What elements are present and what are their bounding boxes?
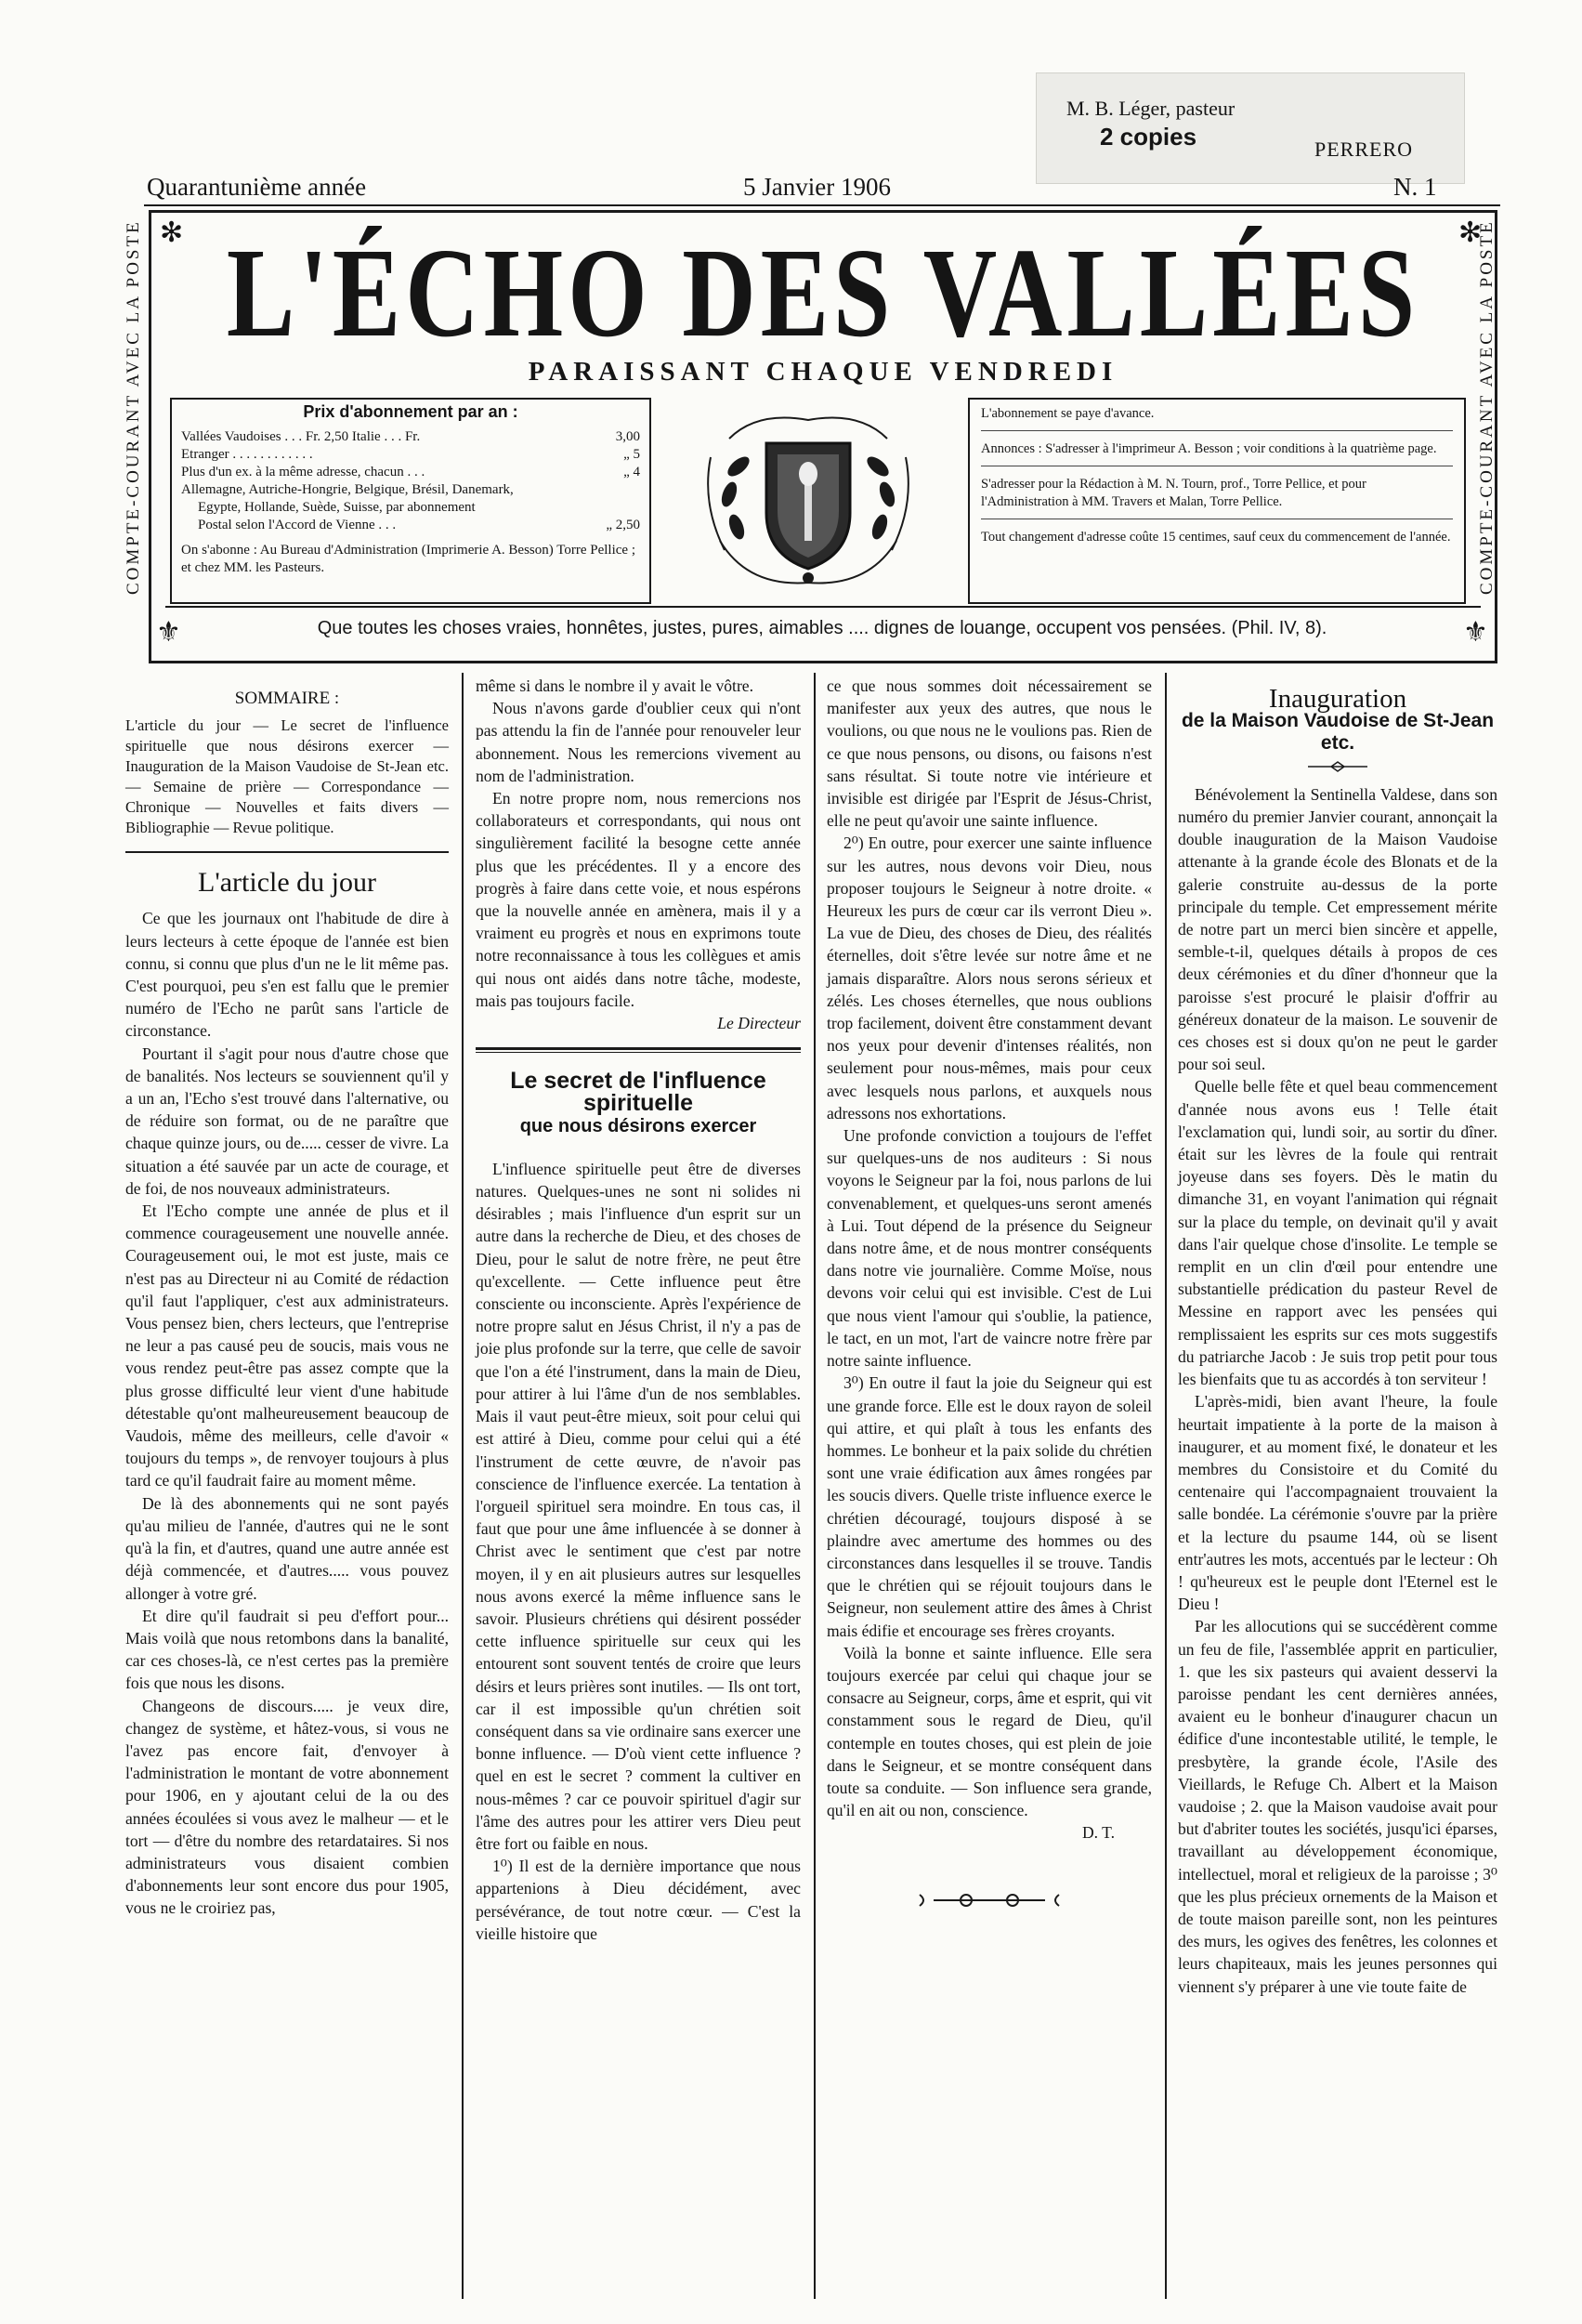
paragraph: ce que nous sommes doit nécessairement se manifester aux yeux des autres, que nous le voulions, ou que nous ne le voulions pas. Rien de ce que nous pensons, ou disons, ou faisons n'est sans résultat. Si toute notre vie intérieure et invisible est dirigée par l'Esprit de Jésus-Christ, elle ne peut qu'avoir une sainte influence. (827, 676, 1152, 831)
stamp-recipient: M. B. Léger, pasteur (1066, 97, 1236, 120)
paragraph: Voilà la bonne et sainte influence. Elle sera toujours exercée par celui qui chaque jour se consacre au Seigneur, corps, âme et esprit, qui vit constamment sous le regard de Dieu, qu'il contemple en toutes choses, qui est plein de joie dans le Seigneur, et se montre conséquent dans toute sa conduite. — Son influence sera grande, qu'il en ait ou non, conscience. (827, 1643, 1152, 1820)
paragraph: Quelle belle fête et quel beau commencement d'année nous avons eus ! Telle était l'exclamation qui, lundi soir, au sortir du dîner. était sur les lèvres de la foule qui rentrait joyeuse dans ses foyers. Dès le matin du dimanche 31, en voyant l'animation qui régnait sur la place du temple, on devinait qu'il y avait dans l'air quelque chose d'insolite. Le temple se remplit en un clin d'œil pour entendre une substantielle prédication du pasteur Revel de Messine en rapport avec les pensées qui remplissaient les esprits sur ces mots suggestifs du patriarche Jacob : Je suis trop petit pour tous les bienfaits que tu as accordés à ton serviteur ! (1178, 1077, 1497, 1389)
price-note: On s'abonne : Au Bureau d'Administration (Imprimerie A. Besson) Torre Pellice ; et chez MM. les Pasteurs. (181, 543, 635, 575)
article-signature: D. T. (1081, 1823, 1115, 1843)
paragraph: Bénévolement la Sentinella Valdese, dans son numéro du premier Janvier courant, annonçait la double inauguration de la Maison Vaudoise attenante à la grande école des Blonats et de la galerie construite au-dessus de la porte principale du temple. Cet empressement mérite de notre part un merci bien sincère et appelle, semble-t-il, quelques détails à propos de ces deux cérémonies et du dîner d'honneur que la paroisse s'est procuré le plaisir d'offrir au généreux donateur de la maison. Le souvenir de ces choses est si doux qu'on ne peut le garder pour soi seul. (1178, 784, 1497, 1074)
paragraph: 3⁰) En outre il faut la joie du Seigneur qui est une grande force. Elle est le doux rayon de soleil qui attire, et qui plaît à tous les enfants des hommes. Le bonheur et la paix solide du chrétien sont une vraie édification aux âmes rongées par les soucis divers. Quelle triste influence exerce le chrétien découragé, toujours disposé à se plaindre avec amertume des hommes ou des circonstances dans lesquelles il se trouve. Tandis que le chrétien qui se réjouit toujours dans le Seigneur, non seulement attire des âmes à Christ mais édifie et encourage ses frères croyants. (827, 1373, 1152, 1640)
directeur-signature: Le Directeur (717, 1014, 801, 1033)
section-rule (476, 1052, 801, 1053)
article-title: Inauguration (1268, 684, 1407, 714)
paragraph: Nous n'avons garde d'oublier ceux qui n'ont pas attendu la fin de l'année pour renouveler leur abonnement. Nous les remercions vivement au nom de l'administration. (476, 699, 801, 785)
price-row: Allemagne, Autriche-Hongrie, Belgique, Brésil, Danemark, (181, 482, 514, 497)
info-redaction: S'adresser pour la Rédaction à M. N. Tourn, prof., Torre Pellice, et pour l'Administration à MM. Travers et Malan, Torre Pellice. (981, 476, 1453, 519)
paragraph: Changeons de discours..... je veux dire, changez de système, et hâtez-vous, si vous ne l'avez pas encore fait, d'envoyer à l'administration le montant de votre abonnement pour 1906, en y ajoutant celui de la ou des années écoulées si vous avez le malheur — et le tort — d'être du nombre des retardataires. Si nos administrateurs vous disaient combien d'abonnements leur sont encore dus pour 1905, vous ne le croiriez pas, (125, 1696, 449, 1918)
price-heading: Prix d'abonnement par an : (303, 402, 518, 421)
stamp-copies: 2 copies (1100, 123, 1197, 151)
end-ornament-icon (827, 1882, 1152, 1919)
subscription-price-box (170, 398, 651, 604)
price-row: Vallées Vaudoises . . . Fr. 2,50 Italie . . . Fr. 3,00 (181, 429, 640, 444)
paragraph: Une profonde conviction a toujours de l'effet sur quelques-uns de nos auditeurs : Si nous voyons le Seigneur par la foi, nous parlons de lui convenablement, et quelques-uns seront amenés à Lui. Tout dépend de la présence du Seigneur dans notre âme, et de nous montrer conséquents dans notre vie journalière. Comme Moïse, nous devons voir celui qui est invisible. C'est de Lui que nous vient l'amour qui s'oublie, la patience, le tact, en un mot, l'art de vaincre notre frère par notre sainte influence. (827, 1126, 1152, 1371)
info-box (968, 398, 1466, 604)
article-title: L'article du jour (198, 867, 376, 899)
paragraph: Pourtant il s'agit pour nous d'autre chose que de banalités. Nos lecteurs se souviennent qu'il y a un an, l'Echo s'est trouvé dans l'alternative, ou de réduire son format, ou de ne paraître que chaque quinze jours, ou de..... cesser de vivre. La situation a été sauvée par un acte de courage, et de foi, de nos nouveaux administrateurs. (125, 1044, 449, 1198)
issue-date: 5 Janvier 1906 (743, 173, 891, 201)
issue-number: N. 1 (1393, 173, 1437, 201)
title-ornament-icon (1178, 755, 1497, 778)
ornament-bottom-right-icon: ⚜ (1463, 617, 1488, 648)
stamp-place: PERRERO (1314, 138, 1414, 161)
article-subtitle: de la Maison Vaudoise de St-Jean etc. (1181, 710, 1495, 755)
top-rule (144, 204, 1500, 206)
column-1 (125, 675, 449, 1920)
column-rule (462, 673, 464, 2299)
price-row: Postal selon l'Accord de Vienne . . . „ 2,50 (198, 518, 640, 532)
article-subtitle: que nous désirons exercer (519, 1115, 757, 1136)
side-label-left: COMPTE-COURANT AVEC LA POSTE (124, 219, 143, 595)
column-3 (827, 675, 1152, 1924)
motto: Que toutes les choses vraies, honnêtes, justes, pures, aimables .... dignes de louange, occupent vos pensées. (Phil. IV, 8). (317, 618, 1327, 638)
price-row: Egypte, Hollande, Suède, Suisse, par abonnement (198, 500, 476, 515)
year-label: Quarantunième année (147, 173, 367, 201)
price-row: Etranger . . . . . . . . . . . . „ 5 (181, 447, 640, 462)
ornament-bottom-left-icon: ⚜ (156, 617, 181, 648)
sommaire-text: L'article du jour — Le secret de l'influence spirituelle que nous désirons exercer — Inauguration de la Maison Vaudoise de St-Jean etc. — Semaine de prière — Correspondance — Chronique — Nouvelles et faits divers — Bibliographie — Revue politique. (125, 716, 449, 837)
article-title: Le secret de l'influence spirituelle (510, 1068, 766, 1117)
side-label-right: COMPTE-COURANT AVEC LA POSTE (1477, 219, 1497, 595)
paragraph: De là des abonnements qui ne sont payés qu'au milieu de l'année, d'autres qui ne le sont qu'à la fin, et d'autres, quand une autre année est déjà commencée, et d'autres..... vous pouvez allonger à votre gré. (125, 1493, 449, 1603)
price-row: Plus d'un ex. à la même adresse, chacun . . . „ 4 (181, 465, 640, 479)
newspaper-subtitle: PARAISSANT CHAQUE VENDREDI (528, 357, 1118, 387)
paragraph: 1⁰) Il est de la dernière importance que nous appartenions à Dieu décidément, avec persévérance, de tout notre cœur. — C'est la vieille histoire que (476, 1857, 801, 1943)
newspaper-title: L'ÉCHO DES VALLÉES (226, 221, 1420, 363)
info-annonces: Annonces : S'adresser à l'imprimeur A. Besson ; voir conditions à la quatrième page. (981, 440, 1453, 466)
paragraph: En notre propre nom, nous remercions nos collaborateurs et correspondants, qui nous ont singulièrement facilité la besogne cette année plus que les précédentes. Il y a encore des progrès à faire dans cette voie, et nous espérons que la nouvelle année en amènera, mais il y a vraiment eu progrès et nous en exprimons toute notre reconnaissance à tous les collègues et amis qui nous ont aidés dans notre tâche, modeste, mais pas toujours facile. (476, 789, 801, 1010)
ornament-top-right-icon: ✻ (1458, 217, 1483, 248)
paragraph: 2⁰) En outre, pour exercer une sainte influence sur les autres, nous devons voir Dieu, nous proposer toujours le Seigneur à notre droite. « Heureux les purs de cœur car ils verront Dieu ». La vue de Dieu, des choses de Dieu, des réalités éternelles, doit s'être levée sur notre âme et ne jamais disparaître. Alors nous serons sérieux et zélés. Les choses éternelles, que nous oublions trop facilement, doivent être constamment devant nos yeux pour devenir d'intenses réalités, non seulement pour nous-mêmes, mais pour ceux avec lesquels nous parlons, et auxquels nous adressons nos exhortations. (827, 834, 1152, 1123)
paragraph: Ce que les journaux ont l'habitude de dire à leurs lecteurs à cette époque de l'année est bien connu, si connu que plus d'un ne le lit même pas. C'est pourquoi, peu s'en est fallu que le premier numéro de l'Echo ne parût sans l'article de circonstance. (125, 909, 449, 1041)
motto-rule (165, 606, 1481, 608)
paragraph: Par les allocutions qui se succédèrent comme un feu de file, l'assemblée apprit en particulier, 1. que les six pasteurs qui avaient desservi la paroisse pendant les cent dernières années, avaient eu le bonheur d'inaugurer chacun un édifice d'une incontestable utilité, le temple, le presbytère, la grande école, l'Asile des Vieillards, le Refuge Ch. Albert et la Maison vaudoise ; 2. que la Maison vaudoise avait pour but d'abriter toutes les sociétés, jusqu'ici éparses, travaillant au développement économique, intellectuel, moral et religieux de la paroisse ; 3⁰ que les plus précieux ornements de la Maison et de toute maison pareille sont, non les peintures des murs, les ogives des fenêtres, les colonnes et leurs chapiteaux, mais les jeunes personnes qui viennent s'y préparer à une vie toute faite de (1178, 1617, 1497, 1996)
section-rule (476, 1047, 801, 1050)
section-rule (125, 851, 449, 853)
ornament-top-left-icon: ✻ (160, 217, 184, 248)
paragraph: même si dans le nombre il y avait le vôtre. (476, 676, 754, 695)
column-rule (814, 673, 816, 2299)
info-address-change: Tout changement d'adresse coûte 15 centimes, sauf ceux du commencement de l'année. (981, 530, 1451, 545)
paragraph: L'après-midi, bien avant l'heure, la foule heurtait impatiente à la porte de la maison à inaugurer, et au moment fixé, le donateur et les membres du Consistoire et du Comité du centenaire qui l'accompagnaient trouvaient la salle bondée. La cérémonie s'ouvre par la prière et la lecture du psaume 144, où se lisent entr'autres les mots, accentués par le lecteur : Oh ! qu'heureux est le peuple dont l'Eternel est le Dieu ! (1178, 1392, 1497, 1614)
column-rule (1165, 673, 1167, 2299)
sommaire-title: SOMMAIRE : (234, 689, 340, 708)
paragraph: Et l'Echo compte une année de plus et il commence courageusement une nouvelle année. Courageusement oui, le mot est juste, mais ce n'est pas au Directeur ni au Comité de rédaction qu'il faut l'appliquer, c'est aux administrateurs. Vous pensez bien, chers lecteurs, que l'entreprise ne leur a pas causé peu de soucis, mais vous ne vous rendez peut-être pas assez compte que la plus grosse difficulté leur vient d'une habitude détestable qu'ont malheureusement beaucoup de Vaudois, même des meilleurs, celle d'avoir « toujours du temps », de renvoyer toujours à plus tard ce qu'il faudrait faire au moment même. (125, 1201, 449, 1490)
column-2 (476, 675, 801, 1945)
waldensian-emblem-icon (692, 401, 924, 597)
paragraph: L'influence spirituelle peut être de diverses natures. Quelques-unes ne sont ni solides ni désirables ; mais l'influence d'un esprit sur un autre dans la recherche de Dieu, et des choses de Dieu, pour le salut de notre frère, ne peut être qu'excellente. — Cette influence peut être consciente ou inconsciente. Après l'expérience de notre propre salut en Jésus Christ, il n'y a pas de joie plus profonde sur la terre, que celle de savoir que l'on a été l'instrument, dans la main de Dieu, pour attirer à lui l'âme d'un de nos semblables. Mais il vaut peut-être mieux, soit pour celui qui est attiré à Dieu, comme pour celui qui a été l'instrument de cette œuvre, de n'avoir pas conscience de l'influence exercée. La tentation à l'orgueil spirituel sera moindre. En tous cas, il faut que pour une âme influencée à se donner à Christ avec le sentiment que c'est par notre moyen, il y en ait plusieurs autres sur lesquelles nous avons exercé la même influence sans le savoir. Plusieurs chrétiens qui désirent posséder cette influence spirituelle sur ceux qui les entourent sont souvent tentés de croire que leurs désirs et leurs prières sont inutiles. — Ils ont tort, car il est impossible qu'un chrétien soit conséquent dans sa vie ordinaire sans exercer une bonne influence. — D'où vient cette influence ? quel en est le secret ? comment la cultiver en nous-mêmes ? car ce pouvoir spirituel d'agir sur l'âme des autres pour les attirer vers Dieu peut être fort ou faible en nous. (476, 1159, 801, 1853)
paragraph: Et dire qu'il faudrait si peu d'effort pour... Mais voilà que nous retombons dans la banalité, car ces choses-là, ce n'est certes pas la première fois que nous les disons. (125, 1606, 449, 1693)
column-4 (1178, 675, 1497, 1998)
info-payment: L'abonnement se paye d'avance. (981, 405, 1453, 431)
